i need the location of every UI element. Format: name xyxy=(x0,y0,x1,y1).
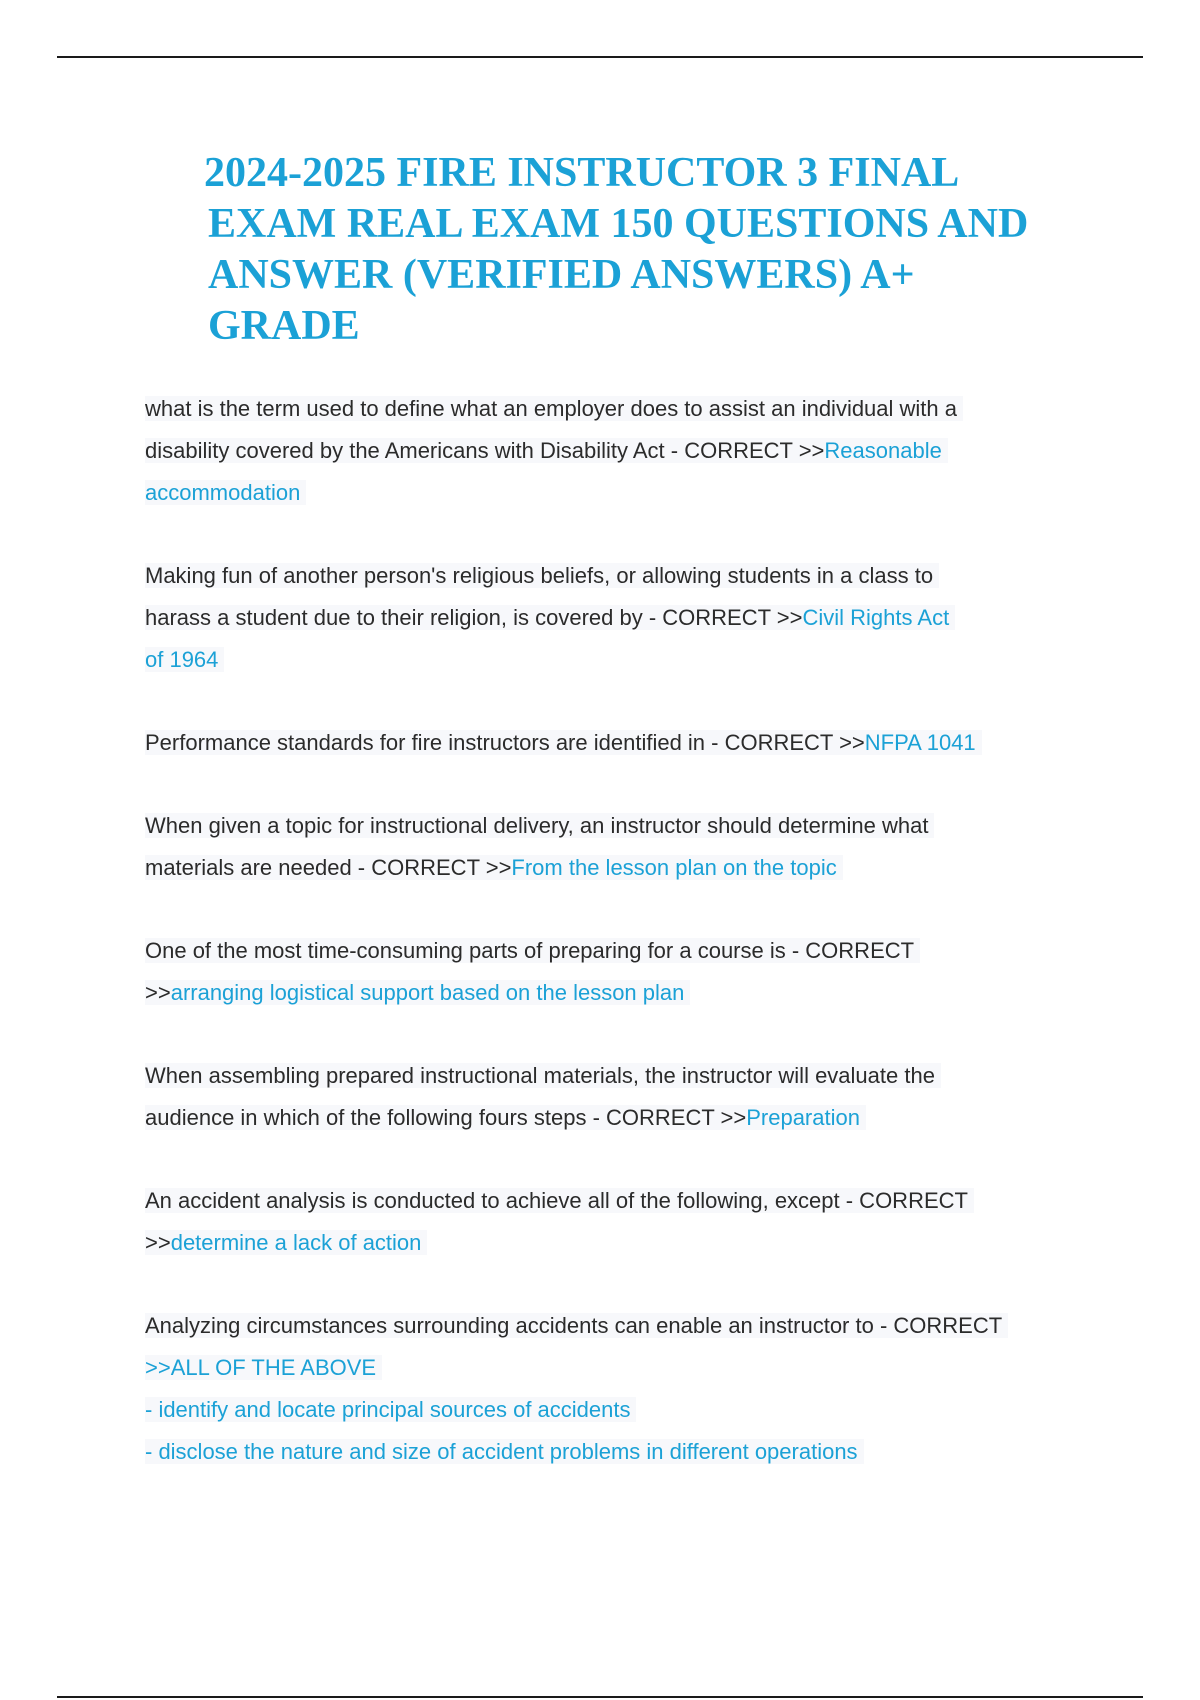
qa-line xyxy=(145,722,1105,764)
qa-line-text xyxy=(145,1188,974,1213)
qa-line xyxy=(145,1347,1105,1389)
qa-line xyxy=(145,1305,1105,1347)
answer-text: NFPA 1041 xyxy=(864,730,976,755)
answer-text: accommodation xyxy=(145,480,301,505)
qa-line-text xyxy=(145,730,982,755)
qa-item xyxy=(145,388,1105,514)
qa-item xyxy=(145,555,1105,681)
question-text: >> xyxy=(145,980,171,1005)
qa-item xyxy=(145,1305,1105,1473)
qa-line-text xyxy=(145,396,963,421)
qa-line-text xyxy=(145,938,920,963)
qa-line-text xyxy=(145,813,934,838)
document-title xyxy=(204,148,1104,352)
answer-text: >>ALL OF THE ABOVE xyxy=(145,1355,377,1380)
qa-line-text xyxy=(145,1105,866,1130)
qa-line xyxy=(145,388,1105,430)
top-rule xyxy=(57,56,1143,58)
title-line-3: ANSWER (VERIFIED ANSWERS) A+ xyxy=(208,252,915,298)
question-text: Performance standards for fire instructors are identified in - CORRECT >> xyxy=(145,730,865,755)
qa-line-text xyxy=(145,855,843,880)
qa-line-text xyxy=(145,480,306,505)
qa-line-text xyxy=(145,1063,941,1088)
answer-text: arranging logistical support based on the lesson plan xyxy=(170,980,685,1005)
answer-text: of 1964 xyxy=(145,647,219,672)
question-text: One of the most time-consuming parts of preparing for a course is - CORRECT xyxy=(145,938,915,963)
answer-text: Reasonable xyxy=(824,438,942,463)
qa-line-text xyxy=(145,980,690,1005)
title-line-2: EXAM REAL EXAM 150 QUESTIONS AND xyxy=(208,201,1029,247)
qa-line-text xyxy=(145,605,955,630)
answer-text: - disclose the nature and size of accident problems in different operations xyxy=(145,1439,858,1464)
answer-text: - identify and locate principal sources of accidents xyxy=(145,1397,631,1422)
question-text: When assembling prepared instructional materials, the instructor will evaluate the xyxy=(145,1063,935,1088)
qa-line xyxy=(145,472,1105,514)
question-text: audience in which of the following fours steps - CORRECT >> xyxy=(145,1105,747,1130)
qa-line xyxy=(145,1055,1105,1097)
question-text: Analyzing circumstances surrounding accidents can enable an instructor to - CORRECT xyxy=(145,1313,1003,1338)
qa-line-text xyxy=(145,1313,1008,1338)
answer-text: From the lesson plan on the topic xyxy=(511,855,837,880)
question-answer-list xyxy=(145,388,1105,1473)
qa-line xyxy=(145,1180,1105,1222)
qa-line xyxy=(145,1389,1105,1431)
qa-item xyxy=(145,805,1105,889)
qa-line xyxy=(145,972,1105,1014)
qa-line-text xyxy=(145,1355,382,1380)
qa-line xyxy=(145,639,1105,681)
qa-line xyxy=(145,430,1105,472)
qa-line xyxy=(145,597,1105,639)
qa-line xyxy=(145,555,1105,597)
qa-line-text xyxy=(145,1439,864,1464)
qa-line xyxy=(145,805,1105,847)
question-text: An accident analysis is conducted to achieve all of the following, except - CORRECT xyxy=(145,1188,968,1213)
qa-item xyxy=(145,1180,1105,1264)
bottom-rule xyxy=(57,1696,1143,1698)
qa-line xyxy=(145,847,1105,889)
title-line-1: 2024-2025 FIRE INSTRUCTOR 3 FINAL xyxy=(204,150,960,196)
qa-line xyxy=(145,1097,1105,1139)
qa-line-text xyxy=(145,1397,636,1422)
answer-text: Preparation xyxy=(746,1105,860,1130)
question-text: materials are needed - CORRECT >> xyxy=(145,855,512,880)
qa-line-text xyxy=(145,647,224,672)
qa-item xyxy=(145,722,1105,764)
question-text: When given a topic for instructional delivery, an instructor should determine what xyxy=(145,813,929,838)
qa-line-text xyxy=(145,563,939,588)
qa-item xyxy=(145,1055,1105,1139)
qa-line xyxy=(145,930,1105,972)
answer-text: determine a lack of action xyxy=(170,1230,422,1255)
qa-line xyxy=(145,1222,1105,1264)
title-line-4: GRADE xyxy=(208,303,360,349)
question-text: >> xyxy=(145,1230,171,1255)
qa-line-text xyxy=(145,438,948,463)
qa-line xyxy=(145,1431,1105,1473)
qa-item xyxy=(145,930,1105,1014)
question-text: what is the term used to define what an employer does to assist an individual with a xyxy=(145,396,958,421)
question-text: harass a student due to their religion, is covered by - CORRECT >> xyxy=(145,605,803,630)
answer-text: Civil Rights Act xyxy=(802,605,950,630)
qa-line-text xyxy=(145,1230,427,1255)
question-text: Making fun of another person's religious beliefs, or allowing students in a class to xyxy=(145,563,934,588)
question-text: disability covered by the Americans with Disability Act - CORRECT >> xyxy=(145,438,825,463)
